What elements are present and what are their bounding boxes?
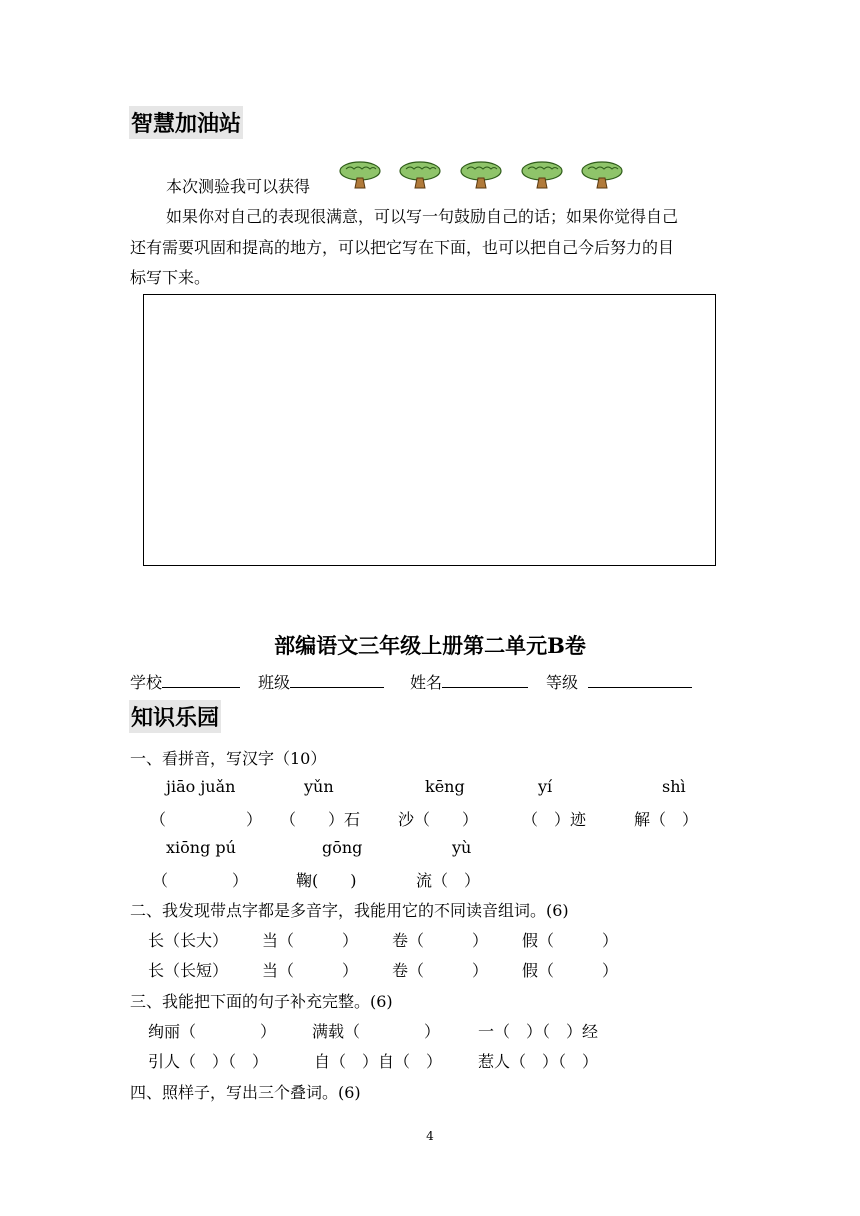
pinyin: kēng: [425, 777, 465, 796]
pinyin: jiāo juǎn: [166, 777, 236, 796]
question-1-title: 一、看拼音，写汉字（10）: [130, 749, 327, 768]
answer-item[interactable]: 卷（ ）: [392, 931, 489, 950]
answer-item[interactable]: 当（ ）: [262, 931, 359, 950]
answer-item[interactable]: 一（ ）（ ）经: [478, 1022, 599, 1041]
answer-item[interactable]: 自（ ）自（ ）: [314, 1052, 443, 1071]
name-label: 姓名: [410, 673, 443, 692]
answer-item[interactable]: 解（ ）: [634, 810, 699, 829]
pinyin: yǔn: [304, 777, 334, 796]
tree-icon: [338, 160, 382, 190]
answer-item[interactable]: （ ）: [150, 810, 263, 829]
school-field[interactable]: [162, 673, 240, 688]
name-field[interactable]: [442, 673, 528, 688]
paragraph-line-2: 还有需要巩固和提高的地方，可以把它写在下面，也可以把自己今后努力的目: [130, 238, 675, 257]
tree-icon: [398, 160, 442, 190]
page-number: 4: [426, 1129, 434, 1143]
answer-item[interactable]: （ ）石: [280, 810, 361, 829]
paragraph-line-1: 如果你对自己的表现很满意，可以写一句鼓励自己的话；如果你觉得自己: [166, 207, 679, 226]
tree-icon: [580, 160, 624, 190]
answer-item[interactable]: 当（ ）: [262, 961, 359, 980]
answer-item[interactable]: 假（ ）: [522, 961, 619, 980]
class-field[interactable]: [290, 673, 384, 688]
class-label: 班级: [258, 673, 291, 692]
pinyin: xiōng pú: [166, 838, 236, 857]
answer-item[interactable]: 鞠( ): [296, 871, 357, 890]
answer-item: 长（长短）: [148, 961, 229, 980]
answer-item[interactable]: （ ）迹: [522, 810, 587, 829]
answer-item[interactable]: 引人（ ）（ ）: [148, 1052, 269, 1071]
question-2-title: 二、我发现带点字都是多音字，我能用它的不同读音组词。(6): [130, 901, 569, 920]
writing-box[interactable]: [143, 294, 716, 566]
answer-item[interactable]: 沙（ ）: [398, 810, 479, 829]
pinyin: yí: [538, 777, 553, 796]
grade-label: 等级: [546, 673, 579, 692]
school-label: 学校: [130, 673, 163, 692]
answer-item[interactable]: 卷（ ）: [392, 961, 489, 980]
answer-item[interactable]: 假（ ）: [522, 931, 619, 950]
section-heading-wisdom: 智慧加油站: [129, 106, 243, 139]
tree-icon: [459, 160, 503, 190]
grade-field[interactable]: [588, 673, 692, 688]
section-heading-knowledge: 知识乐园: [129, 700, 221, 733]
answer-item[interactable]: 惹人（ ）（ ）: [478, 1052, 599, 1071]
pinyin: gōng: [322, 838, 363, 857]
answer-item: 长（长大）: [148, 931, 229, 950]
pinyin: shì: [662, 777, 686, 796]
question-4-title: 四、照样子，写出三个叠词。(6): [130, 1083, 361, 1102]
answer-item[interactable]: 绚丽（ ）: [148, 1022, 277, 1041]
exam-title: 部编语文三年级上册第二单元B卷: [274, 633, 586, 658]
question-3-title: 三、我能把下面的句子补充完整。(6): [130, 992, 393, 1011]
paragraph-line-3: 标写下来。: [130, 268, 211, 287]
tree-icon: [520, 160, 564, 190]
info-row: [130, 670, 692, 693]
rating-text: 本次测验我可以获得: [166, 177, 311, 196]
answer-item[interactable]: 满载（ ）: [312, 1022, 441, 1041]
answer-item[interactable]: 流（ ）: [416, 871, 481, 890]
answer-item[interactable]: （ ）: [152, 871, 249, 890]
pinyin: yù: [452, 838, 472, 857]
